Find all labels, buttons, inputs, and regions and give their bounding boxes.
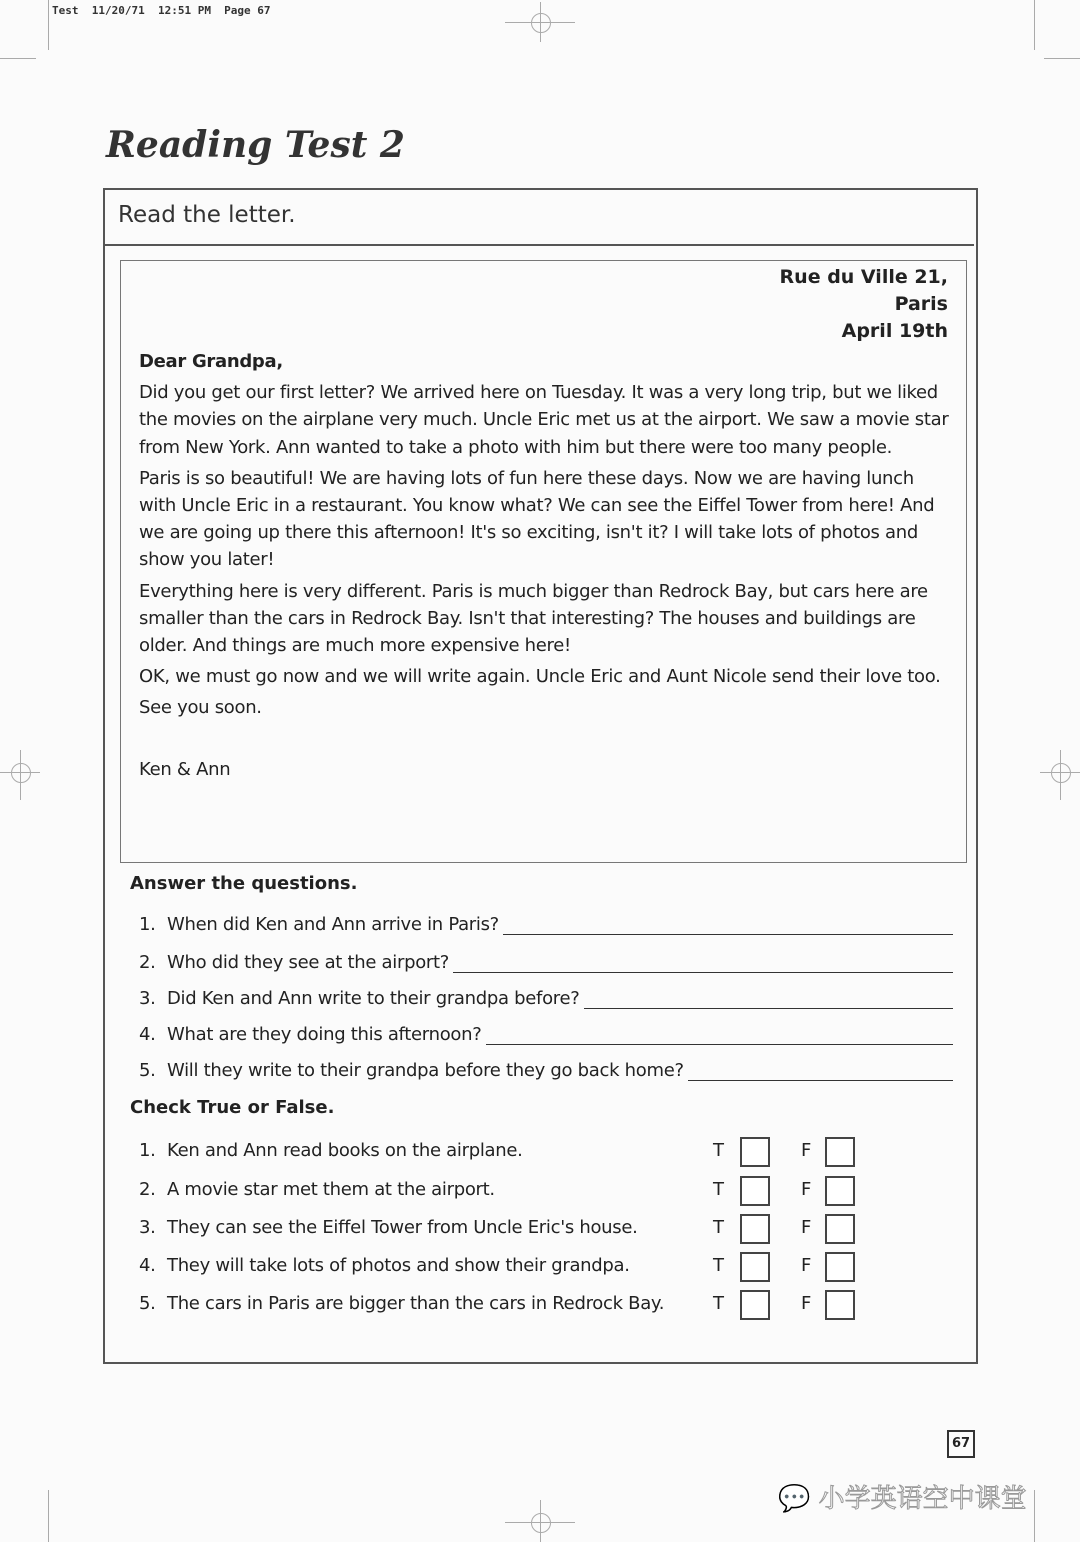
wechat-icon: 💬 — [778, 1484, 811, 1514]
true-false-row — [139, 1175, 859, 1207]
answer-line[interactable] — [688, 1062, 953, 1081]
false-label: F — [801, 1217, 812, 1238]
crop-mark — [1044, 58, 1080, 59]
true-checkbox[interactable] — [740, 1176, 770, 1206]
true-false-heading: Check True or False. — [130, 1097, 335, 1118]
question-row — [139, 914, 953, 935]
false-label: F — [801, 1255, 812, 1276]
false-checkbox[interactable] — [825, 1137, 855, 1167]
registration-mark-icon — [505, 2, 575, 42]
letter-greeting: Dear Grandpa, — [139, 351, 283, 372]
instruction-text: Read the letter. — [118, 202, 296, 228]
address-line: Rue du Ville 21, — [779, 266, 948, 288]
letter-date: April 19th — [841, 320, 948, 342]
false-label: F — [801, 1293, 812, 1314]
item-number: 3. — [139, 1217, 156, 1238]
question-text: Did Ken and Ann write to their grandpa before? — [167, 988, 580, 1009]
page-number: 67 — [947, 1430, 975, 1458]
true-checkbox[interactable] — [740, 1252, 770, 1282]
letter-signature: Ken & Ann — [139, 758, 231, 780]
true-false-row — [139, 1213, 859, 1245]
true-label: T — [713, 1217, 724, 1238]
questions-heading: Answer the questions. — [130, 873, 358, 894]
false-checkbox[interactable] — [825, 1252, 855, 1282]
letter-paragraph: Did you get our first letter? We arrived here on Tuesday. It was a very long trip, but we liked the movies on the airplane very much. Uncle Eric met us at the airport. We saw a movie star from New York. Ann wanted to take a photo with him but there were too many people. — [139, 382, 949, 458]
letter-paragraph: See you soon. — [139, 697, 262, 719]
crop-mark — [48, 0, 49, 50]
question-number: 5. — [139, 1060, 156, 1081]
false-label: F — [801, 1179, 812, 1200]
true-checkbox[interactable] — [740, 1137, 770, 1167]
question-row — [139, 1060, 953, 1081]
question-row — [139, 988, 953, 1009]
item-number: 5. — [139, 1293, 156, 1314]
question-text: When did Ken and Ann arrive in Paris? — [167, 914, 499, 935]
registration-mark-icon — [505, 1500, 575, 1542]
crop-mark — [0, 58, 36, 59]
question-text: What are they doing this afternoon? — [167, 1024, 482, 1045]
false-checkbox[interactable] — [825, 1214, 855, 1244]
address-line: Paris — [894, 293, 948, 315]
letter-address — [780, 264, 948, 345]
statement-text: They can see the Eiffel Tower from Uncle Eric's house. — [167, 1217, 638, 1238]
item-number: 1. — [139, 1140, 156, 1161]
question-number: 2. — [139, 952, 156, 973]
true-false-row — [139, 1136, 859, 1168]
letter-body — [139, 348, 949, 787]
true-checkbox[interactable] — [740, 1290, 770, 1320]
answer-line[interactable] — [453, 954, 953, 973]
true-label: T — [713, 1293, 724, 1314]
registration-mark-icon — [0, 750, 40, 800]
statement-text: A movie star met them at the airport. — [167, 1179, 495, 1200]
page-title: Reading Test 2 — [106, 124, 405, 166]
true-false-row — [139, 1289, 859, 1321]
watermark-text: 小学英语空中课堂 — [818, 1484, 1027, 1514]
item-number: 2. — [139, 1179, 156, 1200]
answer-line[interactable] — [486, 1026, 954, 1045]
crop-mark — [1034, 0, 1035, 50]
true-false-row — [139, 1251, 859, 1283]
true-checkbox[interactable] — [740, 1214, 770, 1244]
crop-mark — [1034, 1490, 1035, 1542]
crop-mark — [48, 1490, 49, 1542]
true-label: T — [713, 1140, 724, 1161]
question-number: 4. — [139, 1024, 156, 1045]
answer-line[interactable] — [503, 916, 953, 935]
false-checkbox[interactable] — [825, 1290, 855, 1320]
question-row — [139, 952, 953, 973]
false-label: F — [801, 1140, 812, 1161]
question-number: 1. — [139, 914, 156, 935]
statement-text: Ken and Ann read books on the airplane. — [167, 1140, 523, 1161]
question-text: Who did they see at the airport? — [167, 952, 450, 973]
statement-text: They will take lots of photos and show their grandpa. — [167, 1255, 630, 1276]
letter-paragraph: Paris is so beautiful! We are having lots of fun here these days. Now we are having lunch with Uncle Eric in a restaurant. You know what? We can see the Eiffel Tower from here! And we are going up there this afternoon! It's so exciting, isn't it? I will take lots of photos and show you later! — [139, 467, 935, 571]
letter-paragraph: Everything here is very different. Paris is much bigger than Redrock Bay, but cars here are smaller than the cars in Redrock Bay. Isn't that interesting? The houses and buildings are older. And things are much more expensive here! — [139, 580, 928, 657]
watermark — [778, 1478, 1027, 1515]
print-header: Test 11/20/71 12:51 PM Page 67 — [52, 4, 271, 17]
question-text: Will they write to their grandpa before they go back home? — [167, 1060, 684, 1081]
item-number: 4. — [139, 1255, 156, 1276]
answer-line[interactable] — [584, 990, 953, 1009]
true-label: T — [713, 1179, 724, 1200]
false-checkbox[interactable] — [825, 1176, 855, 1206]
letter-paragraph: OK, we must go now and we will write again. Uncle Eric and Aunt Nicole send their love too. — [139, 666, 941, 688]
true-label: T — [713, 1255, 724, 1276]
statement-text: The cars in Paris are bigger than the cars in Redrock Bay. — [167, 1293, 665, 1314]
question-number: 3. — [139, 988, 156, 1009]
registration-mark-icon — [1040, 750, 1080, 800]
instruction-bar — [103, 188, 974, 246]
question-row — [139, 1024, 953, 1045]
